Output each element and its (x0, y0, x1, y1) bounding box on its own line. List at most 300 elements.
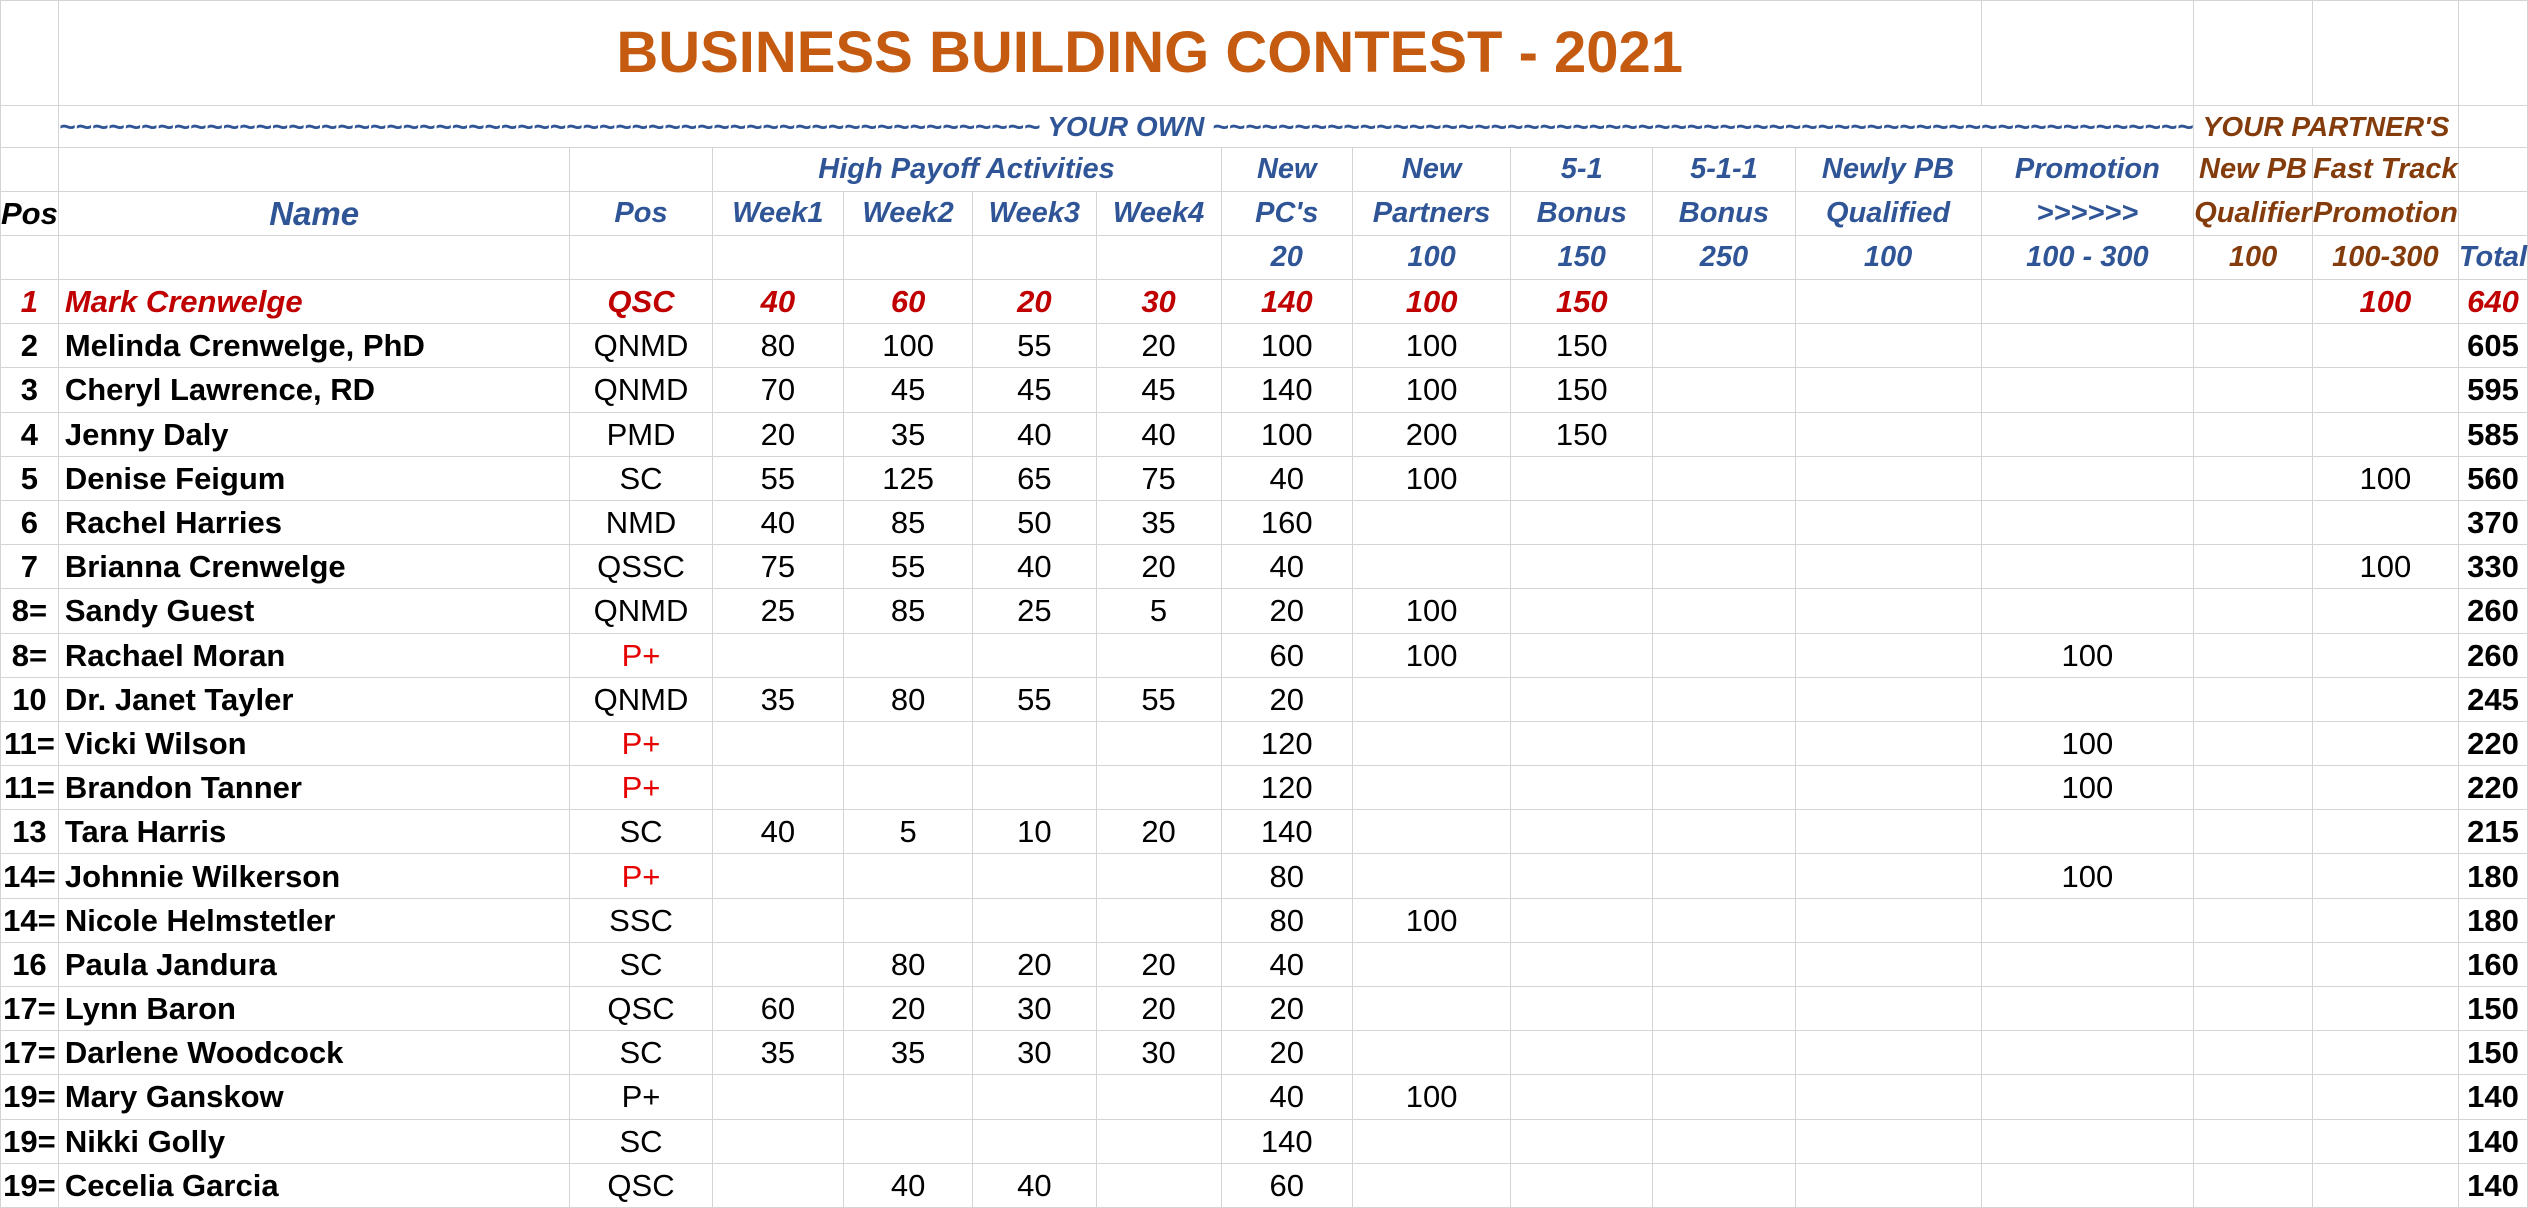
cell[interactable] (1, 236, 59, 280)
rank-cell[interactable]: 14= (1, 854, 59, 898)
new-partners-cell[interactable]: 200 (1353, 412, 1511, 456)
cell[interactable] (2312, 1, 2458, 106)
rank-cell[interactable]: 13 (1, 810, 59, 854)
promotion-cell[interactable] (1981, 942, 2194, 986)
week3-cell[interactable] (973, 898, 1097, 942)
week2-cell[interactable] (844, 854, 973, 898)
bonus51-cell[interactable]: 150 (1511, 368, 1653, 412)
newly-pb-cell[interactable] (1795, 810, 1981, 854)
week2-cell[interactable]: 55 (844, 545, 973, 589)
level-cell[interactable]: SSC (570, 898, 712, 942)
week2-cell[interactable]: 20 (844, 987, 973, 1031)
name-cell[interactable]: Nicole Helmstetler (58, 898, 570, 942)
bonus511-cell[interactable] (1653, 721, 1795, 765)
level-cell[interactable]: QNMD (570, 589, 712, 633)
name-cell[interactable]: Nikki Golly (58, 1119, 570, 1163)
promotion-cell[interactable]: 100 (1981, 633, 2194, 677)
rank-cell[interactable]: 7 (1, 545, 59, 589)
promotion-cell[interactable] (1981, 987, 2194, 1031)
cell[interactable] (1981, 1, 2194, 106)
week1-cell[interactable] (712, 633, 844, 677)
total-cell[interactable]: 140 (2458, 1163, 2527, 1207)
fast-track-cell[interactable] (2312, 500, 2458, 544)
name-cell[interactable]: Melinda Crenwelge, PhD (58, 324, 570, 368)
week3-cell[interactable]: 40 (973, 545, 1097, 589)
newly-pb-cell[interactable] (1795, 456, 1981, 500)
newly-pb-cell[interactable] (1795, 280, 1981, 324)
new-pb-q-cell[interactable] (2194, 324, 2313, 368)
bonus51-cell[interactable] (1511, 766, 1653, 810)
week4-cell[interactable]: 40 (1096, 412, 1221, 456)
newly-pb-cell[interactable] (1795, 545, 1981, 589)
week2-cell[interactable]: 35 (844, 1031, 973, 1075)
week4-cell[interactable]: 30 (1096, 1031, 1221, 1075)
rank-cell[interactable]: 1 (1, 280, 59, 324)
fast-track-cell[interactable] (2312, 1031, 2458, 1075)
new-pcs-cell[interactable]: 120 (1221, 721, 1353, 765)
fast-track-cell[interactable] (2312, 677, 2458, 721)
week2-cell[interactable]: 80 (844, 677, 973, 721)
total-cell[interactable]: 260 (2458, 589, 2527, 633)
new-pcs-cell[interactable]: 140 (1221, 368, 1353, 412)
promotion-cell[interactable] (1981, 810, 2194, 854)
newly-pb-cell[interactable] (1795, 1031, 1981, 1075)
bonus511-cell[interactable] (1653, 677, 1795, 721)
newly-pb-cell[interactable] (1795, 589, 1981, 633)
week2-cell[interactable]: 100 (844, 324, 973, 368)
new-partners-cell[interactable]: 100 (1353, 280, 1511, 324)
week3-cell[interactable]: 55 (973, 324, 1097, 368)
level-cell[interactable]: P+ (570, 1075, 712, 1119)
new-pb-q-cell[interactable] (2194, 854, 2313, 898)
new-partners-cell[interactable] (1353, 810, 1511, 854)
week1-cell[interactable] (712, 721, 844, 765)
newly-pb-cell[interactable] (1795, 368, 1981, 412)
week1-cell[interactable] (712, 1075, 844, 1119)
total-cell[interactable]: 260 (2458, 633, 2527, 677)
week4-cell[interactable]: 20 (1096, 942, 1221, 986)
new-partners-cell[interactable]: 100 (1353, 456, 1511, 500)
total-cell[interactable]: 370 (2458, 500, 2527, 544)
bonus51-cell[interactable]: 150 (1511, 280, 1653, 324)
level-cell[interactable]: SC (570, 942, 712, 986)
week1-cell[interactable] (712, 1163, 844, 1207)
level-cell[interactable]: QNMD (570, 324, 712, 368)
name-cell[interactable]: Johnnie Wilkerson (58, 854, 570, 898)
new-pcs-cell[interactable]: 40 (1221, 456, 1353, 500)
bonus51-cell[interactable] (1511, 810, 1653, 854)
newly-pb-cell[interactable] (1795, 898, 1981, 942)
promotion-cell[interactable] (1981, 545, 2194, 589)
new-pb-q-cell[interactable] (2194, 1031, 2313, 1075)
week1-cell[interactable]: 20 (712, 412, 844, 456)
new-pb-q-cell[interactable] (2194, 766, 2313, 810)
new-partners-cell[interactable] (1353, 766, 1511, 810)
level-cell[interactable]: SC (570, 1119, 712, 1163)
new-partners-cell[interactable] (1353, 854, 1511, 898)
week1-cell[interactable] (712, 766, 844, 810)
new-pcs-cell[interactable]: 160 (1221, 500, 1353, 544)
rank-cell[interactable]: 17= (1, 1031, 59, 1075)
total-cell[interactable]: 150 (2458, 1031, 2527, 1075)
newly-pb-cell[interactable] (1795, 324, 1981, 368)
name-cell[interactable]: Dr. Janet Tayler (58, 677, 570, 721)
new-pcs-cell[interactable]: 60 (1221, 633, 1353, 677)
promotion-cell[interactable]: 100 (1981, 766, 2194, 810)
name-cell[interactable]: Mary Ganskow (58, 1075, 570, 1119)
newly-pb-cell[interactable] (1795, 1119, 1981, 1163)
bonus511-cell[interactable] (1653, 368, 1795, 412)
rank-cell[interactable]: 3 (1, 368, 59, 412)
week2-cell[interactable]: 60 (844, 280, 973, 324)
rank-cell[interactable]: 6 (1, 500, 59, 544)
total-cell[interactable]: 215 (2458, 810, 2527, 854)
level-cell[interactable]: SC (570, 810, 712, 854)
week1-cell[interactable]: 40 (712, 500, 844, 544)
name-cell[interactable]: Brianna Crenwelge (58, 545, 570, 589)
new-pb-q-cell[interactable] (2194, 1075, 2313, 1119)
cell[interactable] (1, 1, 59, 106)
week4-cell[interactable]: 45 (1096, 368, 1221, 412)
rank-cell[interactable]: 10 (1, 677, 59, 721)
newly-pb-cell[interactable] (1795, 942, 1981, 986)
week3-cell[interactable]: 50 (973, 500, 1097, 544)
new-pb-q-cell[interactable] (2194, 589, 2313, 633)
fast-track-cell[interactable]: 100 (2312, 545, 2458, 589)
bonus51-cell[interactable] (1511, 987, 1653, 1031)
week1-cell[interactable]: 70 (712, 368, 844, 412)
week2-cell[interactable]: 85 (844, 589, 973, 633)
bonus51-cell[interactable] (1511, 854, 1653, 898)
week4-cell[interactable] (1096, 1075, 1221, 1119)
week4-cell[interactable] (1096, 1163, 1221, 1207)
fast-track-cell[interactable] (2312, 368, 2458, 412)
rank-cell[interactable]: 11= (1, 721, 59, 765)
fast-track-cell[interactable] (2312, 1075, 2458, 1119)
fast-track-cell[interactable] (2312, 721, 2458, 765)
week4-cell[interactable] (1096, 766, 1221, 810)
bonus511-cell[interactable] (1653, 1031, 1795, 1075)
fast-track-cell[interactable] (2312, 987, 2458, 1031)
fast-track-cell[interactable] (2312, 854, 2458, 898)
newly-pb-cell[interactable] (1795, 500, 1981, 544)
week3-cell[interactable]: 10 (973, 810, 1097, 854)
week2-cell[interactable] (844, 898, 973, 942)
bonus511-cell[interactable] (1653, 456, 1795, 500)
new-pcs-cell[interactable]: 20 (1221, 987, 1353, 1031)
bonus51-cell[interactable] (1511, 456, 1653, 500)
week4-cell[interactable] (1096, 633, 1221, 677)
fast-track-cell[interactable] (2312, 898, 2458, 942)
level-cell[interactable]: QNMD (570, 368, 712, 412)
week2-cell[interactable] (844, 633, 973, 677)
fast-track-cell[interactable]: 100 (2312, 456, 2458, 500)
total-cell[interactable]: 140 (2458, 1119, 2527, 1163)
bonus51-cell[interactable] (1511, 1031, 1653, 1075)
week3-cell[interactable]: 55 (973, 677, 1097, 721)
total-cell[interactable]: 180 (2458, 898, 2527, 942)
bonus51-cell[interactable] (1511, 589, 1653, 633)
fast-track-cell[interactable] (2312, 1119, 2458, 1163)
newly-pb-cell[interactable] (1795, 987, 1981, 1031)
bonus511-cell[interactable] (1653, 1163, 1795, 1207)
total-cell[interactable]: 585 (2458, 412, 2527, 456)
new-partners-cell[interactable]: 100 (1353, 898, 1511, 942)
name-cell[interactable]: Vicki Wilson (58, 721, 570, 765)
promotion-cell[interactable]: 100 (1981, 854, 2194, 898)
level-cell[interactable]: QSC (570, 987, 712, 1031)
level-cell[interactable]: PMD (570, 412, 712, 456)
week2-cell[interactable] (844, 721, 973, 765)
week3-cell[interactable]: 20 (973, 942, 1097, 986)
rank-cell[interactable]: 2 (1, 324, 59, 368)
week4-cell[interactable] (1096, 721, 1221, 765)
rank-cell[interactable]: 19= (1, 1075, 59, 1119)
total-cell[interactable]: 330 (2458, 545, 2527, 589)
week1-cell[interactable]: 80 (712, 324, 844, 368)
total-cell[interactable]: 605 (2458, 324, 2527, 368)
promotion-cell[interactable]: 100 (1981, 721, 2194, 765)
promotion-cell[interactable] (1981, 898, 2194, 942)
week1-cell[interactable] (712, 942, 844, 986)
cell[interactable] (2458, 192, 2527, 236)
bonus51-cell[interactable] (1511, 545, 1653, 589)
fast-track-cell[interactable] (2312, 942, 2458, 986)
new-pcs-cell[interactable]: 100 (1221, 412, 1353, 456)
new-pcs-cell[interactable]: 20 (1221, 589, 1353, 633)
bonus511-cell[interactable] (1653, 1119, 1795, 1163)
bonus51-cell[interactable] (1511, 721, 1653, 765)
week2-cell[interactable] (844, 1119, 973, 1163)
week3-cell[interactable]: 30 (973, 1031, 1097, 1075)
new-partners-cell[interactable]: 100 (1353, 324, 1511, 368)
new-pb-q-cell[interactable] (2194, 721, 2313, 765)
new-pcs-cell[interactable]: 140 (1221, 280, 1353, 324)
cell[interactable] (570, 148, 712, 192)
week4-cell[interactable]: 20 (1096, 987, 1221, 1031)
week1-cell[interactable]: 35 (712, 1031, 844, 1075)
promotion-cell[interactable] (1981, 677, 2194, 721)
level-cell[interactable]: NMD (570, 500, 712, 544)
new-pb-q-cell[interactable] (2194, 633, 2313, 677)
total-cell[interactable]: 180 (2458, 854, 2527, 898)
week4-cell[interactable]: 20 (1096, 324, 1221, 368)
new-partners-cell[interactable] (1353, 500, 1511, 544)
week2-cell[interactable]: 125 (844, 456, 973, 500)
week3-cell[interactable] (973, 1119, 1097, 1163)
bonus51-cell[interactable] (1511, 898, 1653, 942)
week1-cell[interactable]: 40 (712, 810, 844, 854)
newly-pb-cell[interactable] (1795, 854, 1981, 898)
promotion-cell[interactable] (1981, 280, 2194, 324)
level-cell[interactable]: QSSC (570, 545, 712, 589)
week3-cell[interactable]: 30 (973, 987, 1097, 1031)
level-cell[interactable]: SC (570, 1031, 712, 1075)
name-cell[interactable]: Jenny Daly (58, 412, 570, 456)
newly-pb-cell[interactable] (1795, 766, 1981, 810)
rank-cell[interactable]: 17= (1, 987, 59, 1031)
bonus51-cell[interactable] (1511, 1119, 1653, 1163)
name-cell[interactable]: Paula Jandura (58, 942, 570, 986)
cell[interactable] (712, 236, 844, 280)
cell[interactable] (1096, 236, 1221, 280)
bonus511-cell[interactable] (1653, 810, 1795, 854)
fast-track-cell[interactable] (2312, 412, 2458, 456)
name-cell[interactable]: Tara Harris (58, 810, 570, 854)
new-pb-q-cell[interactable] (2194, 898, 2313, 942)
level-cell[interactable]: P+ (570, 721, 712, 765)
total-cell[interactable]: 220 (2458, 766, 2527, 810)
bonus51-cell[interactable] (1511, 677, 1653, 721)
cell[interactable] (1, 106, 59, 148)
fast-track-cell[interactable] (2312, 766, 2458, 810)
new-pcs-cell[interactable]: 100 (1221, 324, 1353, 368)
new-partners-cell[interactable] (1353, 721, 1511, 765)
promotion-cell[interactable] (1981, 324, 2194, 368)
week1-cell[interactable] (712, 898, 844, 942)
name-cell[interactable]: Brandon Tanner (58, 766, 570, 810)
rank-cell[interactable]: 11= (1, 766, 59, 810)
promotion-cell[interactable] (1981, 456, 2194, 500)
bonus511-cell[interactable] (1653, 324, 1795, 368)
week3-cell[interactable] (973, 1075, 1097, 1119)
week1-cell[interactable]: 40 (712, 280, 844, 324)
total-cell[interactable]: 595 (2458, 368, 2527, 412)
new-pcs-cell[interactable]: 40 (1221, 1075, 1353, 1119)
new-pcs-cell[interactable]: 20 (1221, 1031, 1353, 1075)
level-cell[interactable]: SC (570, 456, 712, 500)
name-cell[interactable]: Rachael Moran (58, 633, 570, 677)
week4-cell[interactable] (1096, 854, 1221, 898)
new-pb-q-cell[interactable] (2194, 987, 2313, 1031)
bonus51-cell[interactable] (1511, 1163, 1653, 1207)
rank-cell[interactable]: 4 (1, 412, 59, 456)
new-partners-cell[interactable]: 100 (1353, 633, 1511, 677)
rank-cell[interactable]: 14= (1, 898, 59, 942)
name-cell[interactable]: Rachel Harries (58, 500, 570, 544)
week3-cell[interactable]: 40 (973, 412, 1097, 456)
total-cell[interactable]: 220 (2458, 721, 2527, 765)
new-partners-cell[interactable] (1353, 1119, 1511, 1163)
week3-cell[interactable]: 65 (973, 456, 1097, 500)
new-pcs-cell[interactable]: 60 (1221, 1163, 1353, 1207)
total-cell[interactable]: 640 (2458, 280, 2527, 324)
week1-cell[interactable]: 75 (712, 545, 844, 589)
name-cell[interactable]: Darlene Woodcock (58, 1031, 570, 1075)
week1-cell[interactable]: 35 (712, 677, 844, 721)
new-pb-q-cell[interactable] (2194, 1119, 2313, 1163)
week4-cell[interactable]: 20 (1096, 810, 1221, 854)
week2-cell[interactable]: 85 (844, 500, 973, 544)
new-pcs-cell[interactable]: 80 (1221, 854, 1353, 898)
week2-cell[interactable]: 5 (844, 810, 973, 854)
new-pb-q-cell[interactable] (2194, 942, 2313, 986)
promotion-cell[interactable] (1981, 1119, 2194, 1163)
bonus511-cell[interactable] (1653, 633, 1795, 677)
new-pb-q-cell[interactable] (2194, 456, 2313, 500)
week1-cell[interactable] (712, 1119, 844, 1163)
week3-cell[interactable] (973, 766, 1097, 810)
rank-cell[interactable]: 8= (1, 633, 59, 677)
name-cell[interactable]: Denise Feigum (58, 456, 570, 500)
fast-track-cell[interactable] (2312, 633, 2458, 677)
week3-cell[interactable]: 20 (973, 280, 1097, 324)
newly-pb-cell[interactable] (1795, 1163, 1981, 1207)
new-pb-q-cell[interactable] (2194, 545, 2313, 589)
new-pcs-cell[interactable]: 40 (1221, 942, 1353, 986)
rank-cell[interactable]: 5 (1, 456, 59, 500)
cell[interactable] (570, 236, 712, 280)
new-partners-cell[interactable] (1353, 677, 1511, 721)
bonus511-cell[interactable] (1653, 854, 1795, 898)
rank-cell[interactable]: 19= (1, 1163, 59, 1207)
new-pcs-cell[interactable]: 40 (1221, 545, 1353, 589)
total-cell[interactable]: 150 (2458, 987, 2527, 1031)
bonus51-cell[interactable] (1511, 942, 1653, 986)
promotion-cell[interactable] (1981, 412, 2194, 456)
bonus511-cell[interactable] (1653, 500, 1795, 544)
cell[interactable] (58, 236, 570, 280)
newly-pb-cell[interactable] (1795, 412, 1981, 456)
newly-pb-cell[interactable] (1795, 1075, 1981, 1119)
week1-cell[interactable]: 25 (712, 589, 844, 633)
week2-cell[interactable]: 80 (844, 942, 973, 986)
rank-cell[interactable]: 19= (1, 1119, 59, 1163)
bonus51-cell[interactable] (1511, 500, 1653, 544)
total-cell[interactable]: 160 (2458, 942, 2527, 986)
rank-cell[interactable]: 8= (1, 589, 59, 633)
week3-cell[interactable]: 40 (973, 1163, 1097, 1207)
week4-cell[interactable] (1096, 898, 1221, 942)
bonus511-cell[interactable] (1653, 942, 1795, 986)
new-pb-q-cell[interactable] (2194, 368, 2313, 412)
new-partners-cell[interactable]: 100 (1353, 368, 1511, 412)
cell[interactable] (2458, 106, 2527, 148)
level-cell[interactable]: QSC (570, 280, 712, 324)
bonus511-cell[interactable] (1653, 766, 1795, 810)
new-partners-cell[interactable]: 100 (1353, 589, 1511, 633)
new-partners-cell[interactable] (1353, 545, 1511, 589)
newly-pb-cell[interactable] (1795, 633, 1981, 677)
cell[interactable] (2458, 1, 2527, 106)
new-pb-q-cell[interactable] (2194, 1163, 2313, 1207)
name-cell[interactable]: Lynn Baron (58, 987, 570, 1031)
cell[interactable] (2458, 148, 2527, 192)
bonus511-cell[interactable] (1653, 412, 1795, 456)
new-pcs-cell[interactable]: 20 (1221, 677, 1353, 721)
name-cell[interactable]: Mark Crenwelge (58, 280, 570, 324)
name-cell[interactable]: Sandy Guest (58, 589, 570, 633)
week3-cell[interactable] (973, 721, 1097, 765)
cell[interactable] (844, 236, 973, 280)
bonus51-cell[interactable] (1511, 633, 1653, 677)
new-partners-cell[interactable]: 100 (1353, 1075, 1511, 1119)
week1-cell[interactable]: 60 (712, 987, 844, 1031)
rank-cell[interactable]: 16 (1, 942, 59, 986)
cell[interactable] (1, 148, 59, 192)
bonus511-cell[interactable] (1653, 1075, 1795, 1119)
fast-track-cell[interactable] (2312, 324, 2458, 368)
week3-cell[interactable]: 45 (973, 368, 1097, 412)
promotion-cell[interactable] (1981, 368, 2194, 412)
week2-cell[interactable]: 45 (844, 368, 973, 412)
week3-cell[interactable] (973, 854, 1097, 898)
promotion-cell[interactable] (1981, 1163, 2194, 1207)
bonus511-cell[interactable] (1653, 589, 1795, 633)
bonus511-cell[interactable] (1653, 280, 1795, 324)
new-pb-q-cell[interactable] (2194, 412, 2313, 456)
level-cell[interactable]: QSC (570, 1163, 712, 1207)
